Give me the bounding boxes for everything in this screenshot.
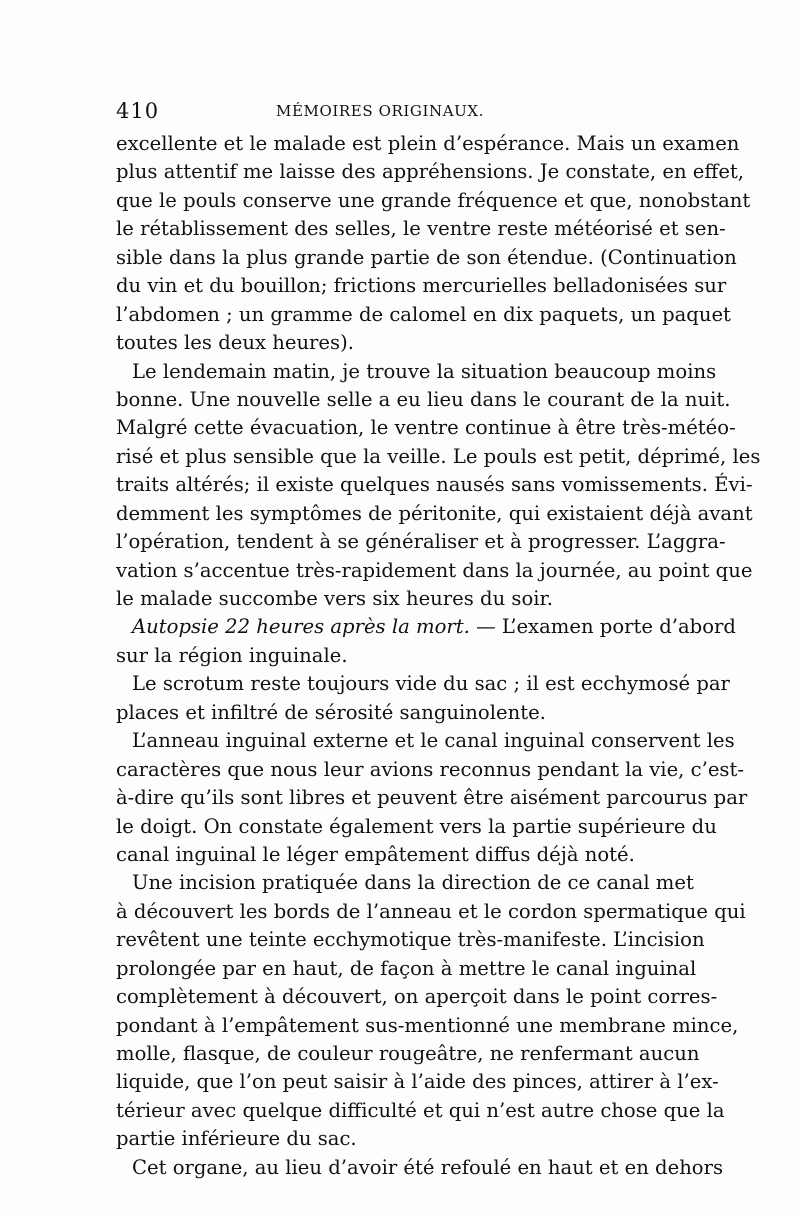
text-line: revêtent une teinte ecchymotique très-manifeste. L’incision xyxy=(116,928,705,952)
text-line: canal inguinal le léger empâtement diffus déjà noté. xyxy=(116,842,635,866)
text-line: sible dans la plus grande partie de son étendue. (Continuation xyxy=(116,245,737,269)
text-line: le doigt. On constate également vers la partie supérieure du xyxy=(116,814,717,838)
text-line: partie inférieure du sac. xyxy=(116,1127,357,1151)
text-line: Le lendemain matin, je trouve la situation beaucoup moins xyxy=(132,359,717,383)
text-line: du vin et du bouillon; frictions mercurielles belladonisées sur xyxy=(116,274,727,298)
autopsie-line xyxy=(116,613,736,641)
text-line: que le pouls conserve une grande fréquence et que, nonobstant xyxy=(116,188,751,212)
text-line: pondant à l’empâtement sus-mentionné une membrane mince, xyxy=(116,1013,739,1037)
text-line: caractères que nous leur avions reconnus pendant la vie, c’est- xyxy=(116,757,744,781)
text-line: le malade succombe vers six heures du soir. xyxy=(116,587,553,610)
text-line: risé et plus sensible que la veille. Le pouls est petit, déprimé, les xyxy=(116,444,761,468)
text-line: Cet organe, au lieu d’avoir été refoulé en haut et en dehors xyxy=(132,1155,724,1179)
text-line: l’abdomen ; un gramme de calomel en dix paquets, un paquet xyxy=(116,302,731,326)
text-line: L’anneau inguinal externe et le canal inguinal conservent les xyxy=(132,729,735,753)
autopsie-text: — L’examen porte d’abord xyxy=(469,615,736,639)
text-line: Une incision pratiquée dans la direction de ce canal met xyxy=(132,871,694,895)
text-line: à découvert les bords de l’anneau et le cordon spermatique qui xyxy=(116,899,746,923)
text-line: plus attentif me laisse des appréhensions. Je constate, en effet, xyxy=(116,160,745,184)
text-line: molle, flasque, de couleur rougeâtre, ne renfermant aucun xyxy=(116,1042,700,1065)
text-line: liquide, que l’on peut saisir à l’aide des pinces, attirer à l’ex- xyxy=(116,1070,719,1094)
text-line: vation s’accentue très-rapidement dans la journée, au point que xyxy=(116,558,753,582)
text-line: excellente et le malade est plein d’espérance. Mais un examen xyxy=(116,132,740,155)
text-line: toutes les deux heures). xyxy=(116,331,354,355)
text-line: bonne. Une nouvelle selle a eu lieu dans le courant de la nuit. xyxy=(116,387,731,411)
autopsie-heading: Autopsie 22 heures après la mort. xyxy=(132,615,470,639)
page-number: 410 xyxy=(116,99,160,123)
text-line: Le scrotum reste toujours vide du sac ; il est ecchymosé par xyxy=(132,672,730,696)
text-line: demment les symptômes de péritonite, qui existaient déjà avant xyxy=(116,501,753,525)
text-line: sur la région inguinale. xyxy=(116,643,348,667)
page-header xyxy=(116,99,684,123)
body-text xyxy=(116,130,761,1182)
text-line: prolongée par en haut, de façon à mettre le canal inguinal xyxy=(116,956,697,980)
text-line: traits altérés; il existe quelques nausés sans vomissements. Évi- xyxy=(116,473,753,497)
text-line: à-dire qu’ils sont libres et peuvent être aisément parcourus par xyxy=(116,786,748,810)
text-line: places et infiltré de sérosité sanguinolente. xyxy=(116,700,546,724)
text-line: complètement à découvert, on aperçoit dans le point corres- xyxy=(116,985,718,1009)
text-line: l’opération, tendent à se généraliser et à progresser. L’aggra- xyxy=(116,530,726,554)
text-line: Malgré cette évacuation, le ventre continue à être très-météo- xyxy=(116,416,736,440)
text-line: térieur avec quelque difficulté et qui n’est autre chose que la xyxy=(116,1098,725,1122)
text-line: le rétablissement des selles, le ventre reste météorisé et sen- xyxy=(116,217,726,241)
running-head: MÉMOIRES ORIGINAUX. xyxy=(276,102,485,120)
